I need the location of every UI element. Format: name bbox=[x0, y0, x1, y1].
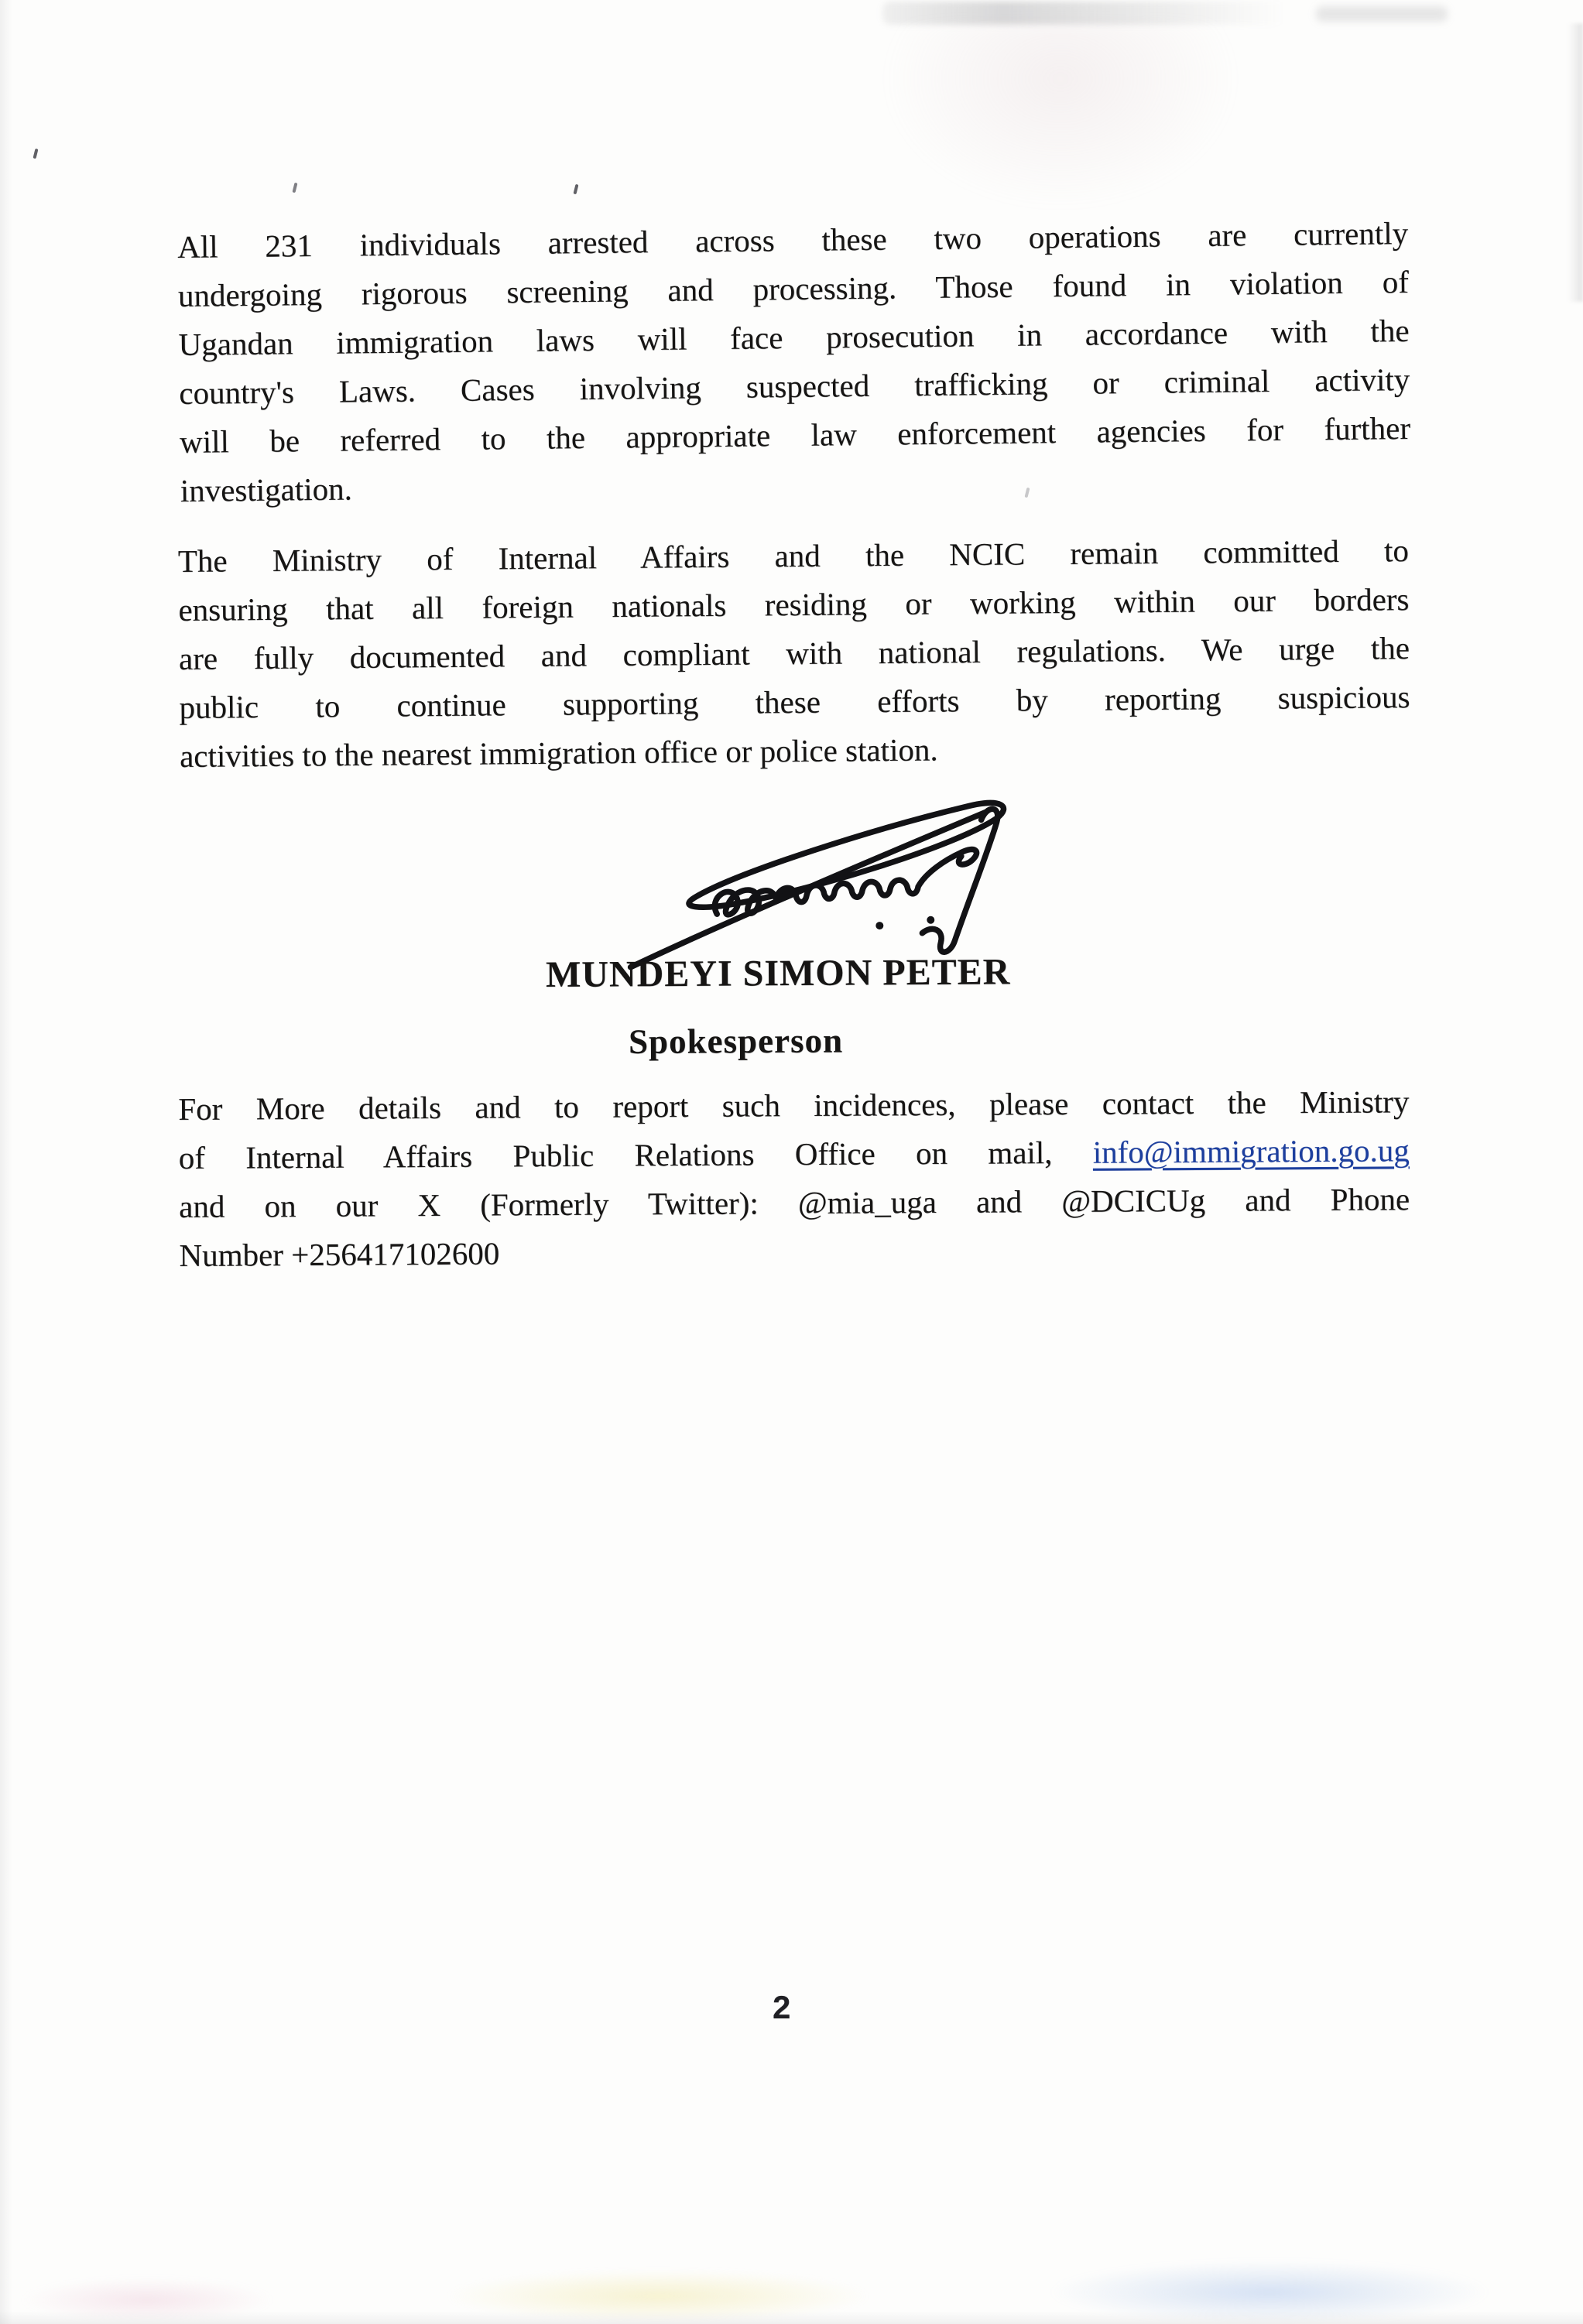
text-span: will be referred to the appropriate law enforcement agencies for further bbox=[179, 409, 1411, 460]
text-line bbox=[178, 1077, 1409, 1134]
stray-ink-mark bbox=[573, 184, 578, 195]
text-span: activities to the nearest immigration office or police station. bbox=[179, 731, 938, 774]
text-line bbox=[179, 1126, 1410, 1183]
signature-scrawl bbox=[618, 772, 1161, 978]
signature-dot bbox=[875, 922, 883, 929]
scan-top-smudge-small bbox=[1316, 6, 1448, 22]
scan-right-edge-shadow bbox=[1568, 23, 1583, 302]
text-line bbox=[179, 1224, 1410, 1280]
text-span: of Internal Affairs Public Relations Office on mail, bbox=[178, 1134, 1093, 1176]
text-span: public to continue supporting these efforts by reporting suspicious bbox=[179, 679, 1410, 725]
text-span: investigation. bbox=[180, 471, 353, 508]
signatory-name: MUNDEYI SIMON PETER bbox=[545, 951, 1011, 995]
text-span: Number +256417102600 bbox=[179, 1235, 500, 1273]
stray-ink-mark bbox=[292, 183, 297, 193]
text-span: undergoing rigorous screening and processing. Those found in violation of bbox=[177, 263, 1410, 314]
paragraph-contact bbox=[178, 1077, 1410, 1280]
signature-dot bbox=[927, 916, 934, 924]
signature-tall-stroke bbox=[922, 809, 999, 952]
text-span: All 231 individuals arrested across these two operations are currently bbox=[176, 214, 1409, 265]
text-line bbox=[179, 1175, 1410, 1231]
stray-ink-mark bbox=[33, 149, 38, 159]
text-span: and on our X (Formerly Twitter): @mia_uga and @DCICUg and Phone bbox=[179, 1181, 1410, 1224]
text-span: are fully documented and compliant with national regulations. We urge the bbox=[178, 630, 1410, 676]
text-span: For More details and to report such incidences, please contact the Ministry bbox=[178, 1083, 1410, 1128]
text-span: Ugandan immigration laws will face prosecution in accordance with the bbox=[178, 312, 1410, 363]
page-number: 2 bbox=[773, 1989, 791, 2025]
paragraph-arrests bbox=[177, 209, 1411, 515]
scan-left-edge-shadow bbox=[0, 0, 12, 2324]
signature-squiggle bbox=[714, 850, 977, 915]
scan-top-smudge bbox=[882, 2, 1285, 25]
scan-bottom-edge-shadow bbox=[0, 2311, 1583, 2324]
paragraph-commitment bbox=[178, 526, 1411, 781]
text-span: country's Laws. Cases involving suspected trafficking or criminal activity bbox=[179, 361, 1410, 411]
email-link[interactable]: info@immigration.go.ug bbox=[1092, 1132, 1410, 1170]
text-span: The Ministry of Internal Affairs and the NCIC remain committed to bbox=[177, 532, 1410, 580]
scan-mottle bbox=[882, 23, 1239, 209]
signatory-role: Spokesperson bbox=[628, 1021, 844, 1061]
text-line bbox=[180, 721, 1410, 781]
text-span: ensuring that all foreign nationals residing or working within our borders bbox=[178, 581, 1410, 628]
